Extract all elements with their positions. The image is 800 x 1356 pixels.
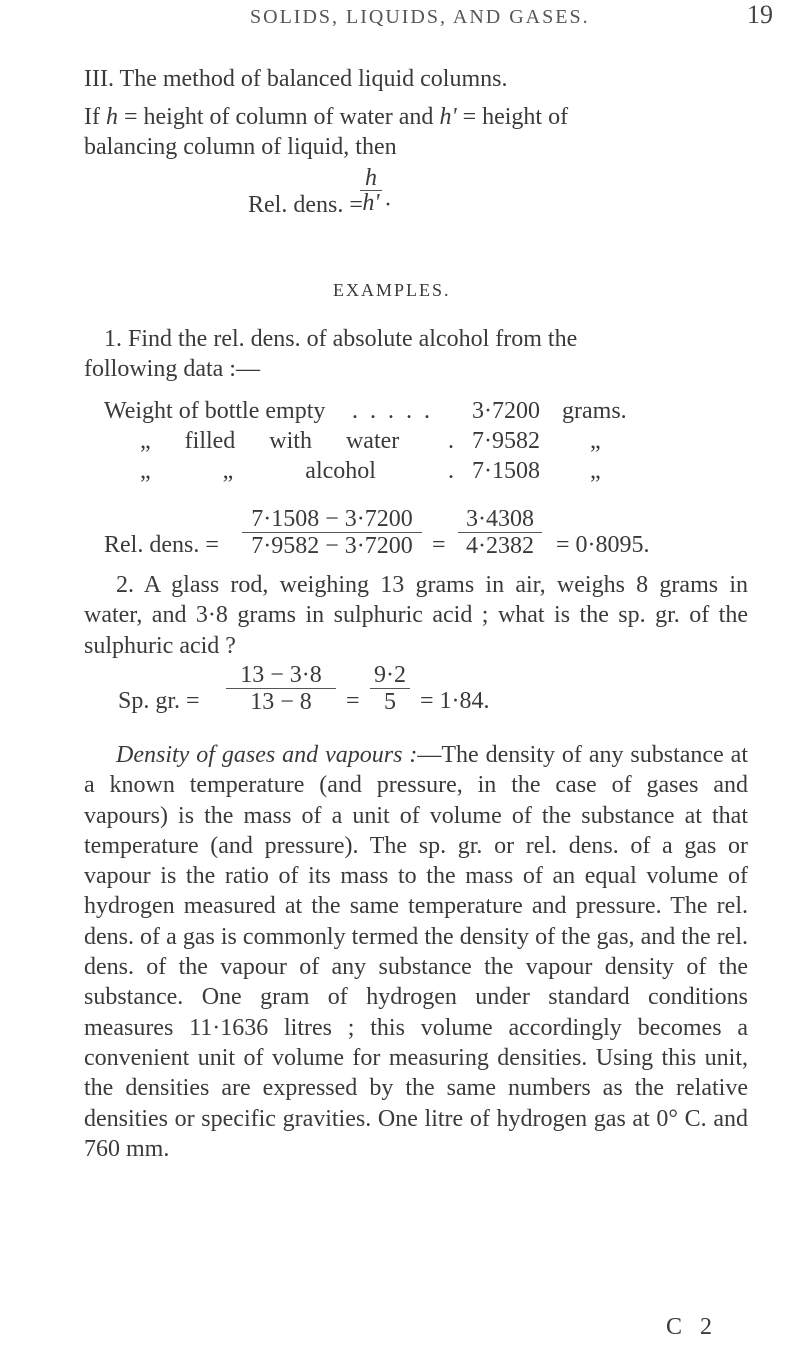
row-unit: „ — [590, 428, 601, 454]
examples-heading: EXAMPLES. — [333, 280, 451, 300]
row-label: „ „ alcohol — [140, 458, 376, 484]
formula-denominator: h' — [362, 190, 380, 216]
fraction-denominator: 13 − 8 — [250, 689, 312, 715]
fraction-numerator: 3·4308 — [466, 506, 534, 532]
example1-result: = 0·8095. — [556, 532, 650, 558]
h-variable: h — [105, 104, 118, 130]
equals-sign: = — [346, 688, 360, 714]
section-intro-line2: balancing column of liquid, then — [84, 134, 397, 160]
row-unit: grams. — [562, 398, 627, 424]
signature-mark: C 2 — [666, 1314, 719, 1340]
example2-result: = 1·84. — [420, 688, 490, 714]
fraction-numerator: 13 − 3·8 — [240, 662, 322, 688]
row-label: „ filled with water — [140, 428, 400, 454]
density-section-body: —The density of any substance at a known temperature (and pressure, in the case of gases and vapours) is the mass of a unit of volume of the substance at that temperature (and pressure). The sp. gr. or rel. dens. of a gas or vapour is the ratio of its mass to the mass of an equal volume of hydrogen measured at the same temperature and pressure. The rel. dens. of a gas is commonly termed the density of the gas, and the rel. dens. of the vapour of any substance the vapour density of the substance. One gram of hydrogen under standard conditions measures 11·1636 litres ; this volume accordingly becomes a convenient unit of volume for measuring densities. Using this unit, the densities are expressed by the same numbers as the relative densities or specific gravities. One litre of hydrogen gas at 0° C. and 760 mm. — [84, 742, 748, 1162]
equals-sign: = — [432, 532, 446, 558]
example1-calc-label: Rel. dens. = — [104, 532, 219, 558]
formula-fraction — [360, 166, 382, 215]
example1-line1: 1. Find the rel. dens. of absolute alcohol from the — [104, 326, 578, 352]
row-value: 3·7200 — [472, 398, 540, 424]
example2-calc-label: Sp. gr. = — [118, 688, 200, 714]
row-unit: „ — [590, 458, 601, 484]
example2-fraction-1 — [226, 662, 336, 715]
fraction-numerator: 9·2 — [374, 662, 406, 688]
density-section-title: Density of gases and vapours : — [116, 742, 418, 768]
fraction-denominator: 4·2382 — [466, 533, 534, 559]
example2-text: 2. A glass rod, weighing 13 grams in air, weighs 8 grams in water, and 3·8 grams in sulphuric acid ; what is the sp. gr. of the sulphuric acid ? — [84, 572, 748, 659]
fraction-denominator: 5 — [384, 689, 396, 715]
formula-numerator: h — [365, 165, 377, 191]
row-value: 7·9582 — [472, 428, 540, 454]
page-number: 19 — [747, 0, 773, 29]
row-leader: . . . . . — [352, 398, 433, 424]
example2-fraction-2 — [370, 662, 410, 715]
h-prime-variable: h' — [439, 104, 457, 130]
section-intro-line1: If h = height of column of water and h' = height of — [84, 104, 569, 130]
example1-fraction-1 — [242, 506, 422, 559]
example1-line2: following data :— — [84, 356, 260, 382]
fraction-denominator: 7·9582 − 3·7200 — [251, 533, 413, 559]
section-heading: III. The method of balanced liquid columns. — [84, 66, 508, 92]
example1-fraction-2 — [458, 506, 542, 559]
row-value: 7·1508 — [472, 458, 540, 484]
row-leader: . — [448, 458, 454, 484]
formula-label: Rel. dens. = — [248, 192, 363, 218]
row-label: Weight of bottle empty — [104, 398, 326, 424]
running-title: SOLIDS, LIQUIDS, AND GASES. — [250, 6, 590, 28]
density-paragraph — [84, 740, 748, 1164]
row-leader: . — [448, 428, 454, 454]
formula-end: · — [384, 192, 392, 218]
fraction-numerator: 7·1508 − 3·7200 — [251, 506, 413, 532]
